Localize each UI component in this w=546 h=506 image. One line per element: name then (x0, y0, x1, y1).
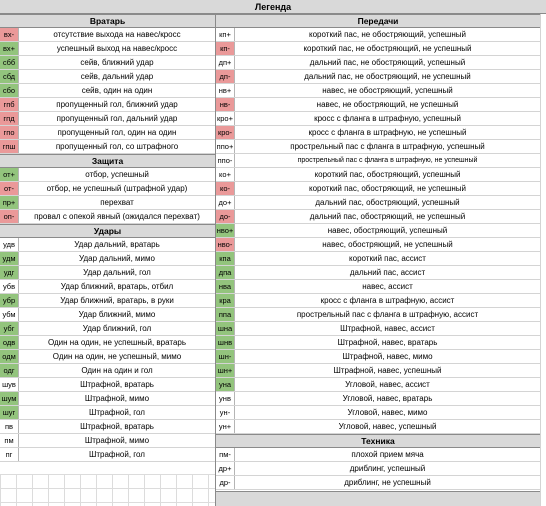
legend-description: Штрафной, навес, вратарь (337, 338, 438, 347)
legend-description: короткий пас, не обостряющий, успешный (309, 30, 466, 39)
legend-row (0, 308, 215, 322)
legend-description: Угловой, навес, успешный (338, 422, 437, 431)
legend-code: шнв (216, 336, 235, 349)
legend-code: удг (0, 266, 19, 279)
legend-description: навес, обостряющий, успешный (327, 226, 448, 235)
legend-description: отбор, успешный (85, 170, 149, 179)
legend-description: провал с опекой явный (ожидался перехват) (34, 212, 200, 221)
legend-code: ко- (216, 182, 235, 195)
legend-description: Удар дальний, мимо (79, 254, 155, 263)
legend-row (0, 210, 215, 224)
legend-code: гпш (0, 140, 19, 153)
legend-description: дальний пас, обостряющий, успешный (315, 198, 460, 207)
legend-code: нва (216, 280, 235, 293)
legend-row (216, 392, 540, 406)
legend-row (216, 280, 540, 294)
legend-description: кросс с фланга в штрафную, ассист (320, 296, 455, 305)
legend-row (216, 28, 540, 42)
legend-row (0, 140, 215, 154)
legend-row (216, 308, 540, 322)
legend-code: ко+ (216, 168, 235, 181)
legend-row (0, 322, 215, 336)
legend-code: дпа (216, 266, 235, 279)
legend-row (0, 448, 215, 462)
legend-description: дриблинг, успешный (349, 464, 426, 473)
legend-code: нв+ (216, 84, 235, 97)
legend-row (216, 462, 540, 476)
legend-row (216, 42, 540, 56)
legend-code: шуг (0, 406, 19, 419)
legend-description: пропущенный гол, один на один (57, 128, 177, 137)
legend-row (0, 84, 215, 98)
legend-code: оп- (0, 210, 19, 223)
legend-row (0, 336, 215, 350)
legend-row (216, 266, 540, 280)
legend-description: Удар ближний, гол (82, 324, 152, 333)
legend-description: короткий пас, не обостряющий, не успешный (303, 44, 472, 53)
legend-description: сейв, один на один (81, 86, 153, 95)
legend-code: удв (0, 238, 19, 251)
legend-code: до- (216, 210, 235, 223)
legend-code: от+ (0, 168, 19, 181)
legend-title: Легенда (0, 0, 546, 14)
legend-row (216, 70, 540, 84)
right-column (216, 14, 540, 490)
legend-description: Один на один, не успешный, вратарь (47, 338, 187, 347)
legend-code: шн- (216, 350, 235, 363)
legend-row (216, 476, 540, 490)
legend-row (0, 378, 215, 392)
legend-code: вх- (0, 28, 19, 41)
legend-description: Удар ближний, вратарь, в руки (60, 296, 174, 305)
legend-description: пропущенный гол, ближний удар (56, 100, 178, 109)
section-header: Защита (0, 154, 215, 168)
legend-description: навес, ассист (362, 282, 413, 291)
legend-code: нво- (216, 238, 235, 251)
legend-code: сбб (0, 56, 19, 69)
legend-row (0, 420, 215, 434)
legend-row (0, 364, 215, 378)
legend-row (0, 112, 215, 126)
legend-code: кро- (216, 126, 235, 139)
legend-row (216, 56, 540, 70)
legend-description: Удар дальний, вратарь (74, 240, 160, 249)
legend-row (216, 84, 540, 98)
legend-description: Штрафной, вратарь (80, 422, 154, 431)
legend-row (0, 42, 215, 56)
legend-row (0, 238, 215, 252)
legend-code: ппо- (216, 154, 235, 167)
legend-row (216, 224, 540, 238)
legend-code: кро+ (216, 114, 233, 123)
legend-row (216, 98, 540, 112)
legend-description: Штрафной, гол (89, 450, 145, 459)
legend-code: кпа (216, 252, 235, 265)
legend-row (216, 252, 540, 266)
legend-code: ун- (216, 406, 235, 419)
legend-row (216, 364, 540, 378)
legend-code: гпб (0, 98, 19, 111)
legend-description: навес, не обостряющий, не успешный (316, 100, 459, 109)
legend-row (0, 196, 215, 210)
legend-description: Штрафной, вратарь (80, 380, 154, 389)
legend-code: унв (216, 392, 235, 405)
legend-description: кросс с фланга в штрафную, успешный (314, 114, 461, 123)
legend-row (216, 140, 540, 154)
legend-row (216, 154, 540, 168)
legend-code: вх+ (0, 42, 19, 55)
legend-row (0, 56, 215, 70)
legend-code: пр+ (0, 196, 19, 209)
left-column (0, 14, 215, 462)
right-footer-bar (216, 491, 540, 506)
legend-description: успешный выход на навес/кросс (56, 44, 178, 53)
legend-description: Штрафной, мимо (84, 436, 150, 445)
legend-description: Угловой, навес, мимо (347, 408, 428, 417)
legend-description: прострельный пас с фланга в штрафную, успешный (290, 142, 485, 151)
legend-row (216, 350, 540, 364)
legend-row (0, 266, 215, 280)
legend-description: короткий пас, обостряющий, успешный (314, 170, 461, 179)
legend-row (216, 294, 540, 308)
legend-code: уна (216, 378, 235, 391)
legend-code: др- (216, 476, 235, 489)
legend-code: нво+ (216, 226, 234, 235)
legend-row (0, 168, 215, 182)
legend-code: убв (0, 280, 19, 293)
legend-code: кп+ (216, 28, 235, 41)
legend-code: шув (0, 378, 19, 391)
legend-description: Один на один и гол (81, 366, 153, 375)
legend-code: дп- (216, 70, 235, 83)
legend-description: дальний пас, обостряющий, не успешный (309, 212, 466, 221)
legend-code: шн+ (216, 364, 235, 377)
legend-code: ппа (216, 308, 235, 321)
legend-row (216, 378, 540, 392)
legend-row (0, 252, 215, 266)
legend-row (216, 196, 540, 210)
legend-code: одм (0, 350, 19, 363)
legend-description: навес, не обостряющий, успешный (322, 86, 453, 95)
legend-code: кп- (216, 42, 235, 55)
legend-row (216, 322, 540, 336)
legend-row (216, 126, 540, 140)
legend-code: убр (0, 294, 19, 307)
legend-code: пм- (216, 448, 235, 461)
legend-description: отсутствие выхода на навес/кросс (53, 30, 181, 39)
legend-description: Штрафной, навес, мимо (342, 352, 433, 361)
legend-description: короткий пас, ассист (349, 254, 426, 263)
legend-description: Удар ближний, мимо (78, 310, 156, 319)
legend-code: гпд (0, 112, 19, 125)
legend-description: пропущенный гол, со штрафного (55, 142, 179, 151)
legend-row (216, 420, 540, 434)
legend-code: сбд (0, 70, 19, 83)
section-header: Техника (216, 434, 540, 448)
legend-description: перехват (100, 198, 134, 207)
legend-row (0, 392, 215, 406)
legend-code: до+ (216, 196, 235, 209)
legend-description: навес, обостряющий, не успешный (322, 240, 453, 249)
section-header: Удары (0, 224, 215, 238)
legend-code: ун+ (216, 420, 235, 433)
legend-description: сейв, ближний удар (80, 58, 154, 67)
legend-row (0, 126, 215, 140)
legend-description: дальний пас, не обостряющий, не успешный (304, 72, 471, 81)
empty-grid-area (0, 474, 215, 506)
legend-code: гпо (0, 126, 19, 139)
legend-row (216, 336, 540, 350)
legend-code: пм (0, 434, 19, 447)
legend-row (216, 182, 540, 196)
legend-row (0, 280, 215, 294)
legend-description: Штрафной, навес, успешный (333, 366, 442, 375)
legend-row (216, 448, 540, 462)
legend-code: сбо (0, 84, 19, 97)
legend-code: ппо+ (216, 142, 234, 151)
legend-description: Штрафной, гол (89, 408, 145, 417)
legend-row (216, 112, 540, 126)
legend-code: от- (0, 182, 19, 195)
legend-description: пропущенный гол, дальний удар (56, 114, 178, 123)
legend-code: одг (0, 364, 19, 377)
legend-description: дальний пас, не обостряющий, успешный (309, 58, 466, 67)
legend-code: убм (0, 308, 19, 321)
legend-code: удм (0, 252, 19, 265)
legend-row (0, 28, 215, 42)
legend-row (0, 294, 215, 308)
legend-description: Один на один, не успешный, мимо (52, 352, 182, 361)
legend-row (0, 434, 215, 448)
legend-code: пг (0, 448, 19, 461)
legend-code: шна (216, 322, 235, 335)
legend-row (216, 238, 540, 252)
section-header: Передачи (216, 14, 540, 28)
legend-row (0, 406, 215, 420)
legend-code: убг (0, 322, 19, 335)
legend-code: шум (0, 392, 19, 405)
right-edge-line (540, 14, 541, 506)
legend-row (216, 406, 540, 420)
legend-description: Удар дальний, гол (83, 268, 151, 277)
legend-description: дальний пас, ассист (349, 268, 426, 277)
section-header: Вратарь (0, 14, 215, 28)
legend-description: Угловой, навес, ассист (345, 380, 430, 389)
legend-description: Удар ближний, вратарь, отбил (60, 282, 174, 291)
legend-description: прострельный пас с фланга в штрафную, не успешный (297, 157, 478, 164)
legend-code: нв- (216, 98, 235, 111)
legend-description: Штрафной, навес, ассист (340, 324, 435, 333)
legend-row (216, 210, 540, 224)
legend-code: пв (0, 420, 19, 433)
legend-description: плохой прием мяча (351, 450, 424, 459)
legend-row (0, 182, 215, 196)
legend-row (216, 168, 540, 182)
legend-description: Угловой, навес, вратарь (342, 394, 433, 403)
legend-description: дриблинг, не успешный (344, 478, 431, 487)
legend-description: сейв, дальний удар (80, 72, 154, 81)
legend-description: отбор, не успешный (штрафной удар) (46, 184, 188, 193)
legend-description: короткий пас, обостряющий, не успешный (309, 184, 466, 193)
legend-row (0, 98, 215, 112)
legend-description: Штрафной, мимо (84, 394, 150, 403)
legend-code: др+ (216, 462, 235, 475)
legend-row (0, 70, 215, 84)
legend-row (0, 350, 215, 364)
legend-code: кра (216, 294, 235, 307)
legend-description: кросс с фланга в штрафную, не успешный (308, 128, 467, 137)
legend-code: одв (0, 336, 19, 349)
legend-code: дп+ (216, 56, 235, 69)
legend-description: прострельный пас с фланга в штрафную, ассист (296, 310, 479, 319)
